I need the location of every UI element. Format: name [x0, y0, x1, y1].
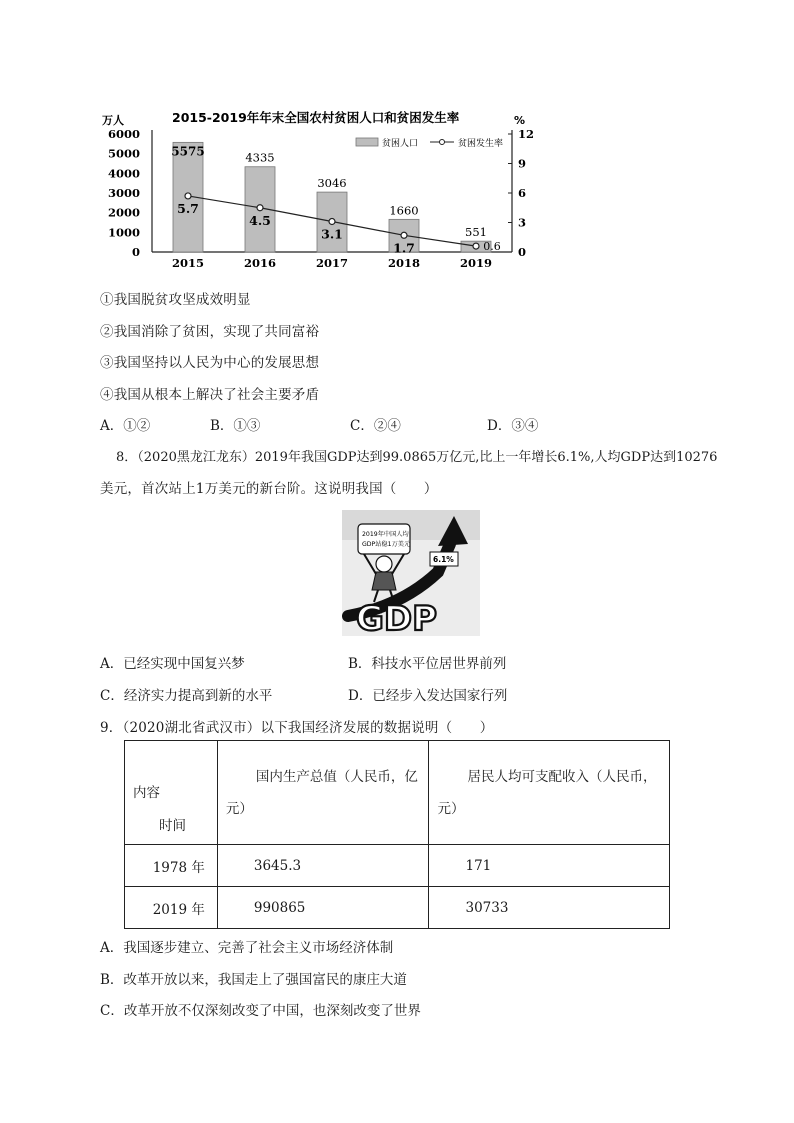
q7-option-c[interactable]: C．②④: [350, 418, 401, 434]
q9-option-c[interactable]: C．改革开放不仅深刻改变了中国，也深刻改变了世界: [100, 1003, 421, 1019]
bar-value-label: 5575: [171, 144, 205, 159]
left-tick-label: 1000: [107, 225, 140, 240]
q8-option-b[interactable]: B．科技水平位居世界前列: [348, 656, 507, 672]
right-tick-label: 0: [518, 245, 527, 259]
right-tick-label: 3: [518, 215, 527, 230]
sign-line1: 2019年中国人均: [362, 531, 409, 538]
q7-option-b[interactable]: B．①③: [210, 418, 261, 434]
legend-bar-label: 贫困人口: [382, 139, 419, 149]
rate-value-label: 3.1: [321, 226, 343, 242]
gdp-word: GDP: [356, 599, 438, 636]
right-tick-label: 12: [518, 127, 534, 141]
q8-option-d[interactable]: D．已经步入发达国家行列: [348, 688, 508, 704]
statement-3: ③我国坚持以人民为中心的发展思想: [100, 355, 320, 371]
rate-value-label: 5.7: [177, 200, 199, 216]
corner-bottom-label: 时间: [159, 818, 186, 834]
left-tick-label: 3000: [107, 186, 140, 200]
x-tick-label: 2018: [387, 256, 421, 270]
rate-point: [401, 232, 407, 238]
left-tick-label: 5000: [107, 146, 140, 161]
statement-4: ④我国从根本上解决了社会主要矛盾: [100, 387, 320, 403]
rate-value-label: 0.6: [483, 240, 501, 254]
right-tick-label: 6: [518, 186, 527, 200]
statement-1: ①我国脱贫攻坚成效明显: [100, 292, 251, 308]
legend-bar-swatch: [356, 138, 378, 146]
rate-point: [473, 243, 479, 249]
row-year: 2019 年: [125, 887, 218, 929]
table-row: [125, 845, 670, 887]
row-gdp: 3645.3: [217, 845, 429, 887]
rate-value-label: 4.5: [249, 212, 271, 228]
chart-title: 2015-2019年年末全国农村贫困人口和贫困发生率: [172, 110, 460, 125]
legend-line-label: 贫困发生率: [458, 139, 504, 149]
x-tick-label: 2016: [243, 256, 277, 270]
left-tick-label: 6000: [107, 127, 140, 141]
x-tick-label: 2015: [171, 256, 205, 270]
bar-value-label: 4335: [245, 150, 275, 165]
q7-option-a[interactable]: A．①②: [100, 418, 151, 434]
statement-2: ②我国消除了贫困，实现了共同富裕: [100, 324, 320, 340]
x-tick-label: 2017: [315, 256, 349, 270]
rate-point: [185, 193, 191, 199]
rate-point: [257, 205, 263, 211]
left-axis: [108, 127, 512, 259]
header-gdp-line2: 元）: [225, 800, 253, 817]
gdp-cartoon: [342, 510, 480, 636]
table-corner-cell: [125, 741, 218, 845]
q8-option-a[interactable]: A．已经实现中国复兴梦: [100, 656, 245, 672]
row-gdp: 990865: [217, 887, 429, 929]
right-axis-unit: %: [514, 114, 526, 127]
table-row: [125, 887, 670, 929]
left-tick-label: 0: [131, 245, 140, 259]
left-tick-label: 2000: [107, 205, 140, 220]
q8-stem-line1: 8．（2020黑龙江龙东）2019年我国GDP达到99.0865万亿元,比上一年增长6.1%,人均GDP达到10276: [116, 450, 718, 465]
legend-line-marker: [440, 140, 445, 145]
row-year: 1978 年: [125, 845, 218, 887]
economy-data-table: [124, 740, 670, 929]
sign-line2: GDP站稳1万美元: [362, 541, 411, 548]
corner-top-label: 内容: [133, 785, 160, 801]
bar-value-label: 3046: [317, 176, 347, 191]
row-income: 171: [429, 845, 670, 887]
left-tick-label: 4000: [107, 166, 140, 181]
q9-option-b[interactable]: B．改革开放以来，我国走上了强国富民的康庄大道: [100, 972, 407, 988]
bar-value-label: 1660: [389, 203, 419, 218]
header-income-line1: 居民人均可支配收入（人民币，: [467, 768, 657, 785]
header-income-line2: 元）: [437, 800, 465, 817]
x-axis: [172, 256, 492, 270]
x-tick-label: 2019: [459, 256, 493, 270]
bar-value-label: 551: [465, 225, 487, 240]
growth-tag: 6.1%: [433, 555, 454, 564]
q8-option-c[interactable]: C．经济实力提高到新的水平: [100, 688, 273, 704]
q8-stem-line2: 美元，首次站上1万美元的新台阶。这说明我国（ ）: [100, 481, 438, 497]
rate-value-label: 1.7: [393, 240, 415, 256]
q9-stem: 9．（2020湖北省武汉市）以下我国经济发展的数据说明（ ）: [100, 720, 494, 736]
poverty-chart: [100, 100, 534, 272]
header-gdp-line1: 国内生产总值（人民币，亿: [255, 768, 418, 785]
right-axis: [508, 127, 534, 259]
left-axis-unit: 万人: [102, 114, 124, 127]
rate-point: [329, 219, 335, 225]
header-income: [429, 741, 670, 845]
header-gdp: [217, 741, 429, 845]
q9-option-a[interactable]: A．我国逐步建立、完善了社会主义市场经济体制: [100, 940, 394, 956]
right-tick-label: 9: [518, 156, 527, 171]
row-income: 30733: [429, 887, 670, 929]
q7-option-d[interactable]: D．③④: [487, 418, 539, 434]
chart-legend: [356, 137, 503, 149]
